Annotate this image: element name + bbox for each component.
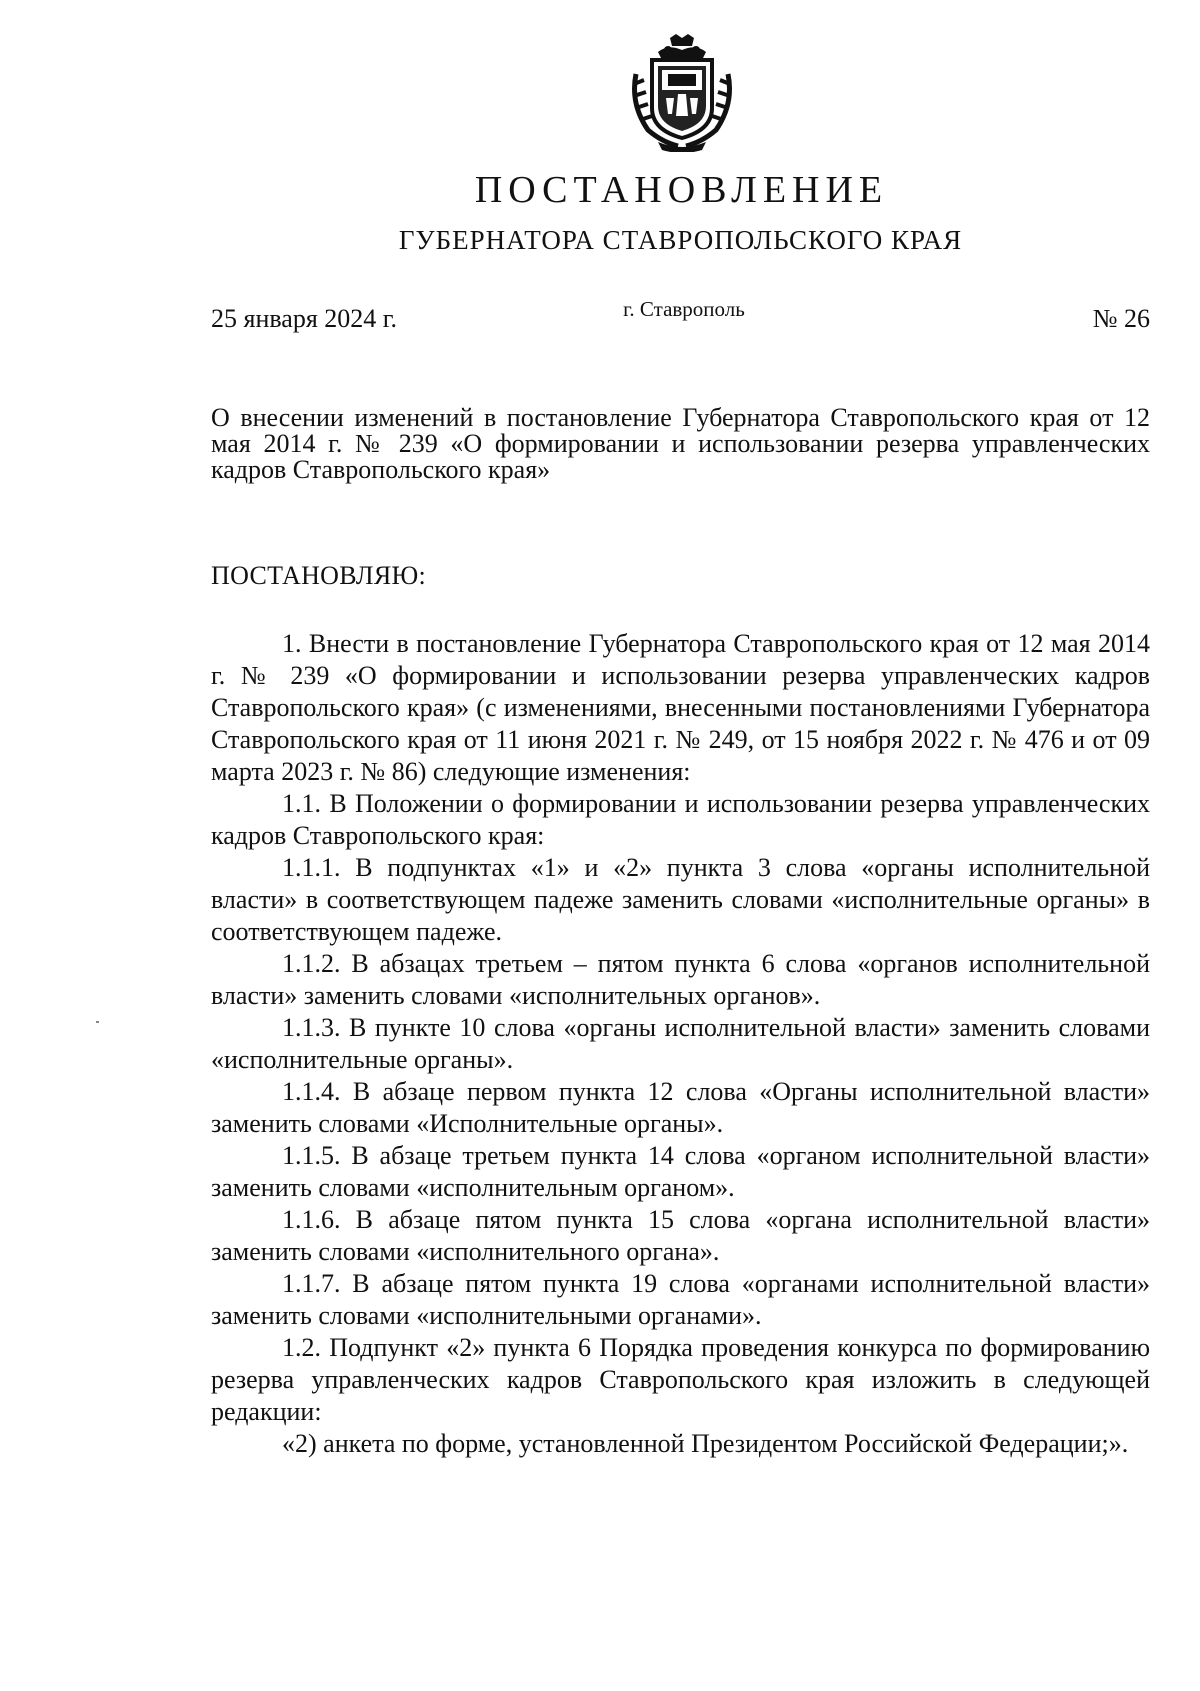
scan-speck bbox=[96, 1021, 99, 1023]
document-number: № 26 bbox=[1092, 304, 1150, 333]
document-type-title: ПОСТАНОВЛЕНИЕ bbox=[474, 169, 889, 211]
paragraph-1-1-1: 1.1.1. В подпунктах «1» и «2» пункта 3 слова «органы исполнительной власти» в соответствующем падеже заменить словами «исполнительные органы» в соответствующем падеже. bbox=[211, 853, 1150, 946]
paragraph-1-1-2: 1.1.2. В абзацах третьем – пятом пункта 6 слова «органов исполнительной власти» заменить словами «исполнительных органов». bbox=[211, 949, 1150, 1010]
document-place: г. Ставрополь bbox=[623, 297, 745, 321]
paragraph-1-2: 1.2. Подпункт «2» пункта 6 Порядка проведения конкурса по формированию резерва управленческих кадров Ставропольского края изложить в следующей редакции: bbox=[211, 1333, 1150, 1426]
paragraph-1-1-6: 1.1.6. В абзаце пятом пункта 15 слова «органа исполнительной власти» заменить словами «исполнительного органа». bbox=[211, 1205, 1150, 1266]
issuer-title: ГУБЕРНАТОРА СТАВРОПОЛЬСКОГО КРАЯ bbox=[398, 225, 963, 255]
paragraph-1-1-4: 1.1.4. В абзаце первом пункта 12 слова «Органы исполнительной власти» заменить словами «Исполнительные органы». bbox=[211, 1077, 1150, 1138]
paragraph-1: 1. Внести в постановление Губернатора Ставропольского края от 12 мая 2014 г. № 239 «О формировании и использовании резерва управленческих кадров Ставропольского края» (с изменениями, внесенными постановлениями Губернатора Ставропольского края от 11 июня 2021 г. № 249, от 15 ноября 2022 г. № 476 и от 09 марта 2023 г. № 86) следующие изменения: bbox=[211, 629, 1150, 786]
coat-of-arms-emblem bbox=[628, 34, 736, 152]
document-subject: О внесении изменений в постановление Губернатора Ставропольского края от 12 мая 2014 г. № 239 «О формировании и использовании резерва управленческих кадров Ставропольского края» bbox=[211, 403, 1150, 484]
paragraph-1-1-7: 1.1.7. В абзаце пятом пункта 19 слова «органами исполнительной власти» заменить словами «исполнительными органами». bbox=[211, 1269, 1150, 1330]
paragraph-quoted: «2) анкета по форме, установленной Президентом Российской Федерации;». bbox=[282, 1429, 1129, 1458]
document-date: 25 января 2024 г. bbox=[211, 304, 398, 333]
decree-word: ПОСТАНОВЛЯЮ: bbox=[211, 561, 427, 590]
paragraph-1-1-5: 1.1.5. В абзаце третьем пункта 14 слова «органом исполнительной власти» заменить словами «исполнительным органом». bbox=[211, 1141, 1150, 1202]
document-body bbox=[211, 628, 1150, 1460]
paragraph-1-1: 1.1. В Положении о формировании и использовании резерва управленческих кадров Ставропольского края: bbox=[211, 789, 1150, 850]
paragraph-1-1-3: 1.1.3. В пункте 10 слова «органы исполнительной власти» заменить словами «исполнительные органы». bbox=[211, 1013, 1150, 1074]
